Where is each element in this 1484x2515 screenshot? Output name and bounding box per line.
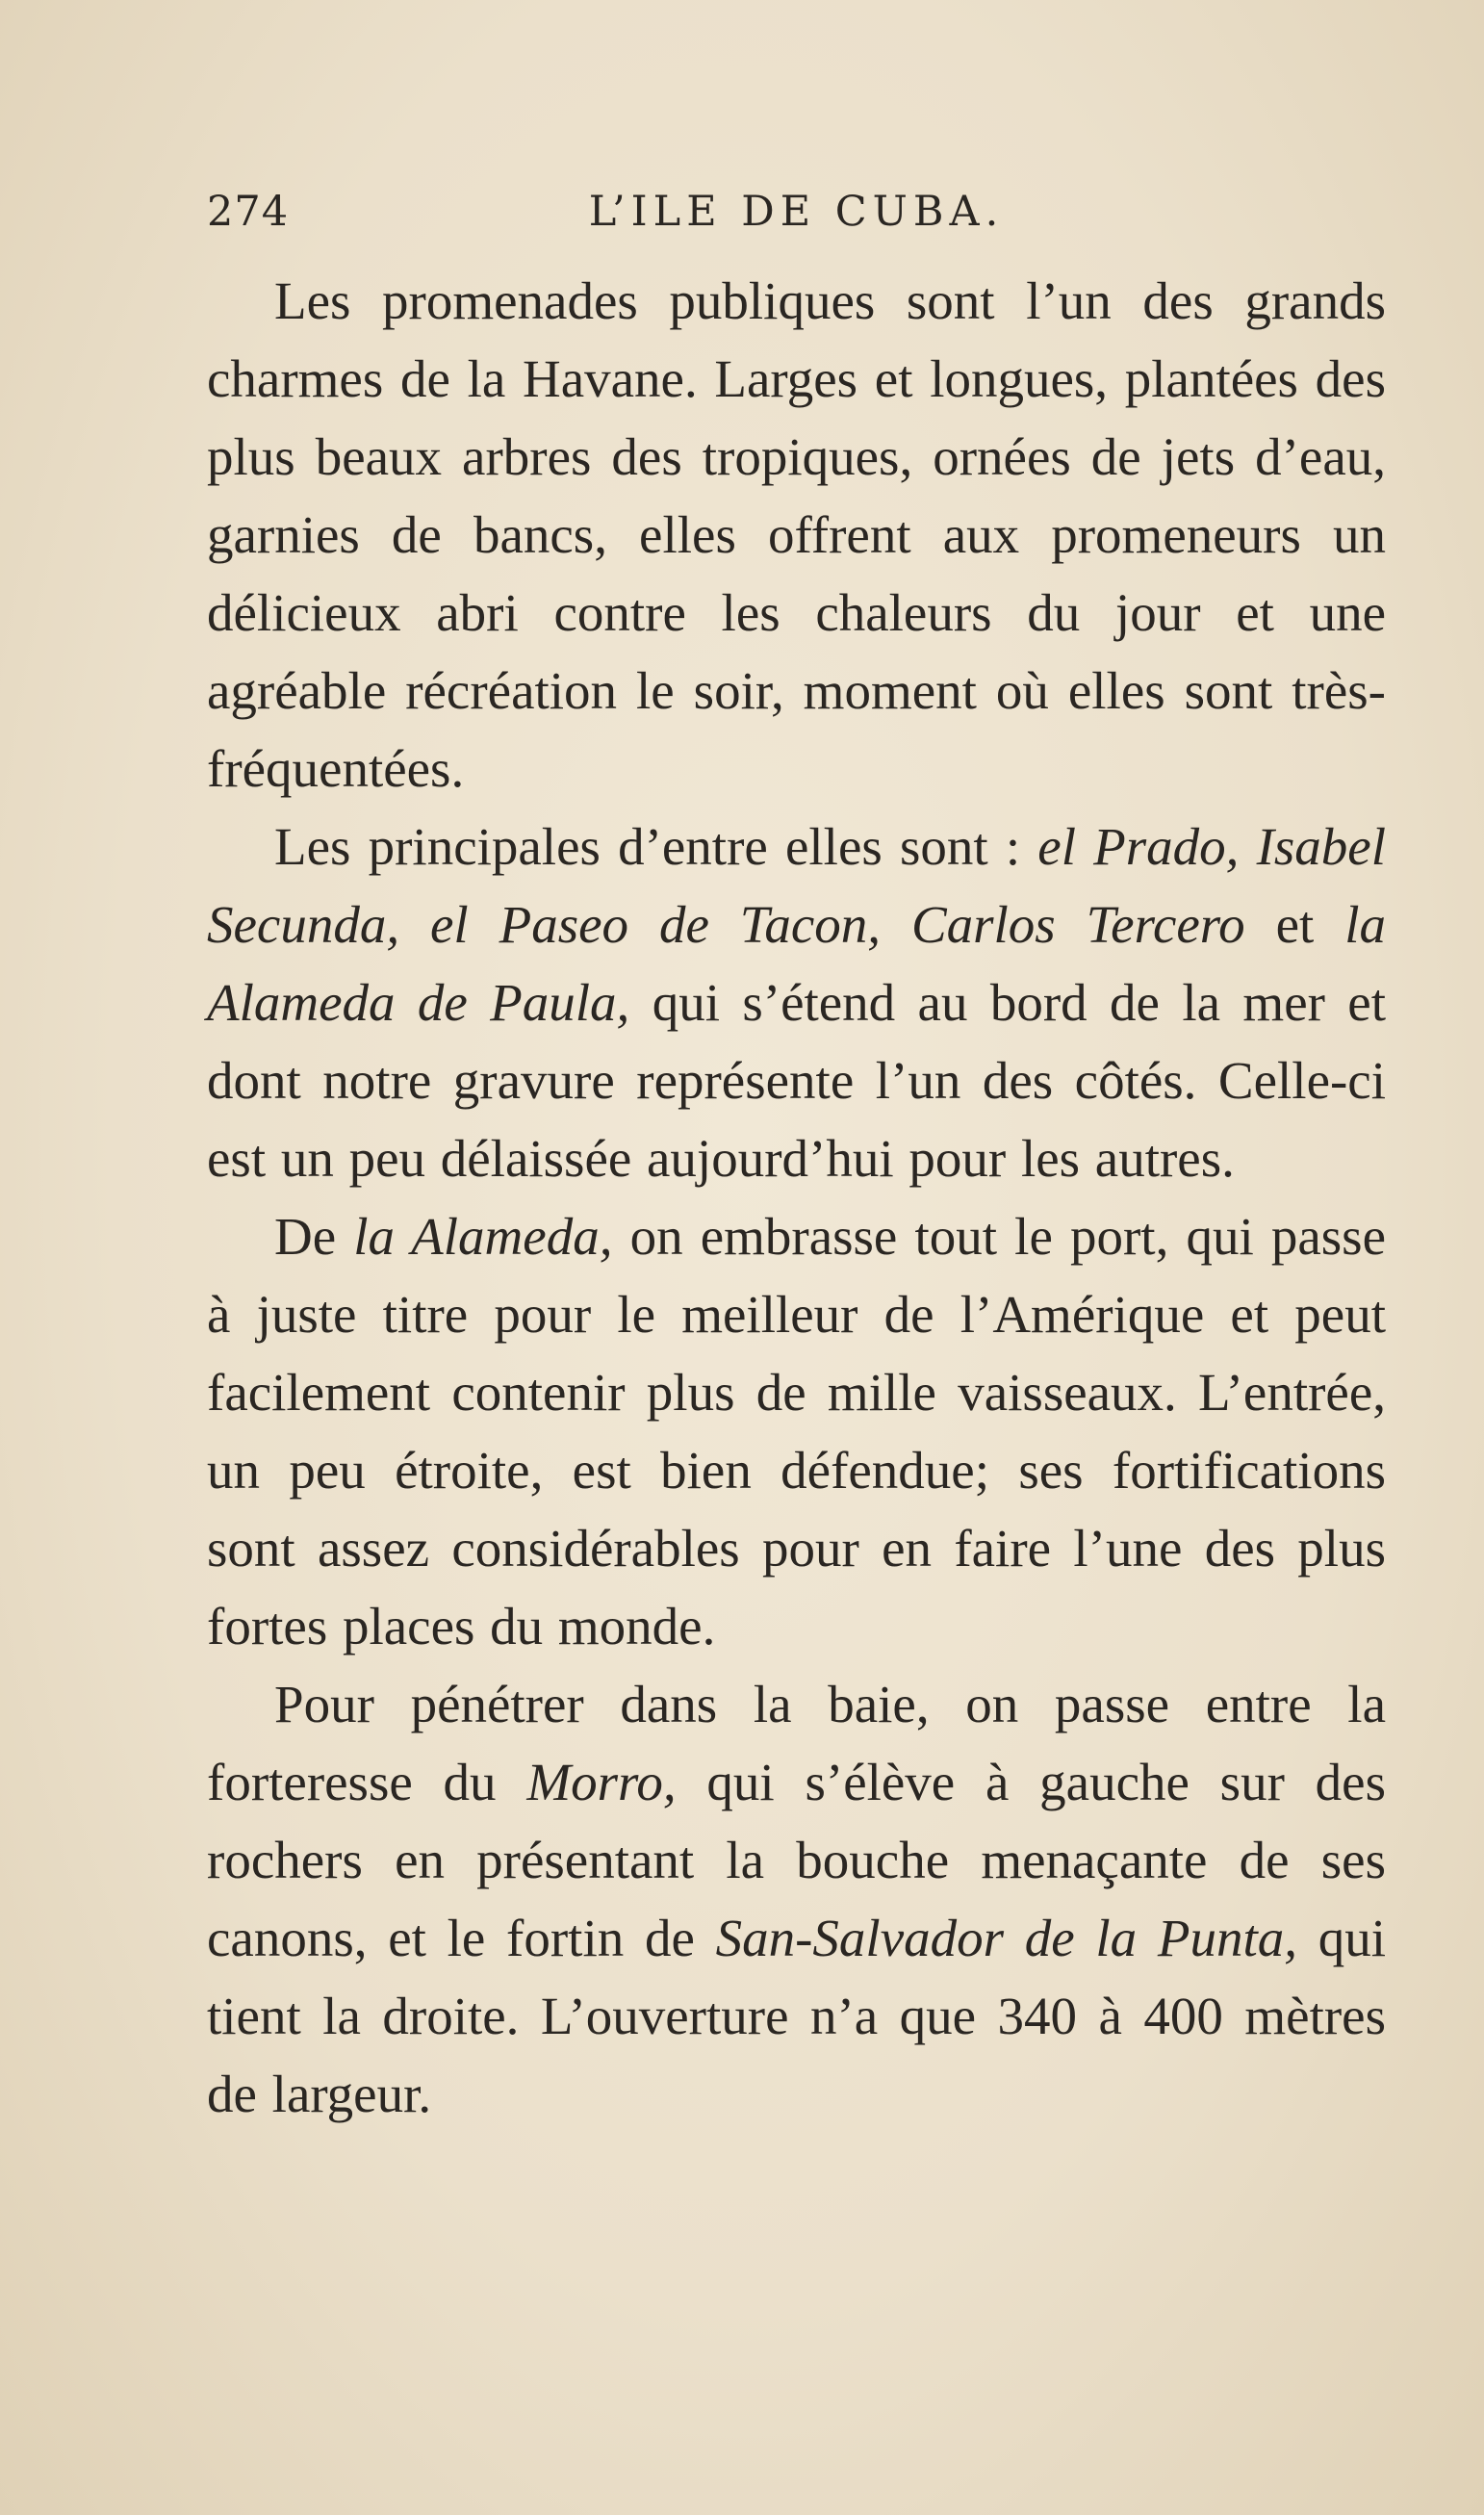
italic-run: San-Salvador de la Punta,: [715, 1909, 1297, 1967]
paragraph-promenades: [207, 262, 1386, 808]
text-run: qui tient la droite. L’ouverture n’a que 340 à 400 mètres de largeur.: [207, 1909, 1387, 2123]
text-run: Pour pénétrer dans la baie, on passe entre la forteresse du: [207, 1675, 1386, 1811]
italic-run: el Prado, Isabel Secunda, el Paseo de Tacon, Carlos Tercero: [207, 817, 1386, 954]
paragraph-principales: [207, 808, 1386, 1197]
italic-run: la Alameda,: [353, 1207, 613, 1266]
body-text: [207, 262, 1386, 2133]
text-run: qui s’étend au bord de la mer et dont notre gravure représente l’un des côtés. Celle-ci est un peu délaissée aujourd’hui pour les autres.: [207, 973, 1386, 1188]
paragraph-baie: [207, 1665, 1386, 2133]
running-title: L’ILE DE CUBA.: [588, 188, 1005, 236]
page-number: 274: [207, 188, 290, 236]
italic-run: la Alameda de Paula,: [207, 895, 1386, 1032]
text-run: qui s’élève à gauche sur des rochers en présentant la bouche menaçante de ses canons, et le fortin de: [207, 1753, 1386, 1967]
italic-run: Morro,: [526, 1753, 677, 1811]
text-run: Les principales d’entre elles sont :: [274, 817, 1038, 876]
text-run: De: [274, 1207, 354, 1266]
paragraph-alameda: [207, 1197, 1386, 1665]
text-run: on embrasse tout le port, qui passe à juste titre pour le meilleur de l’Amérique et peut facilement contenir plus de mille vaisseaux. L’entrée, un peu étroite, est bien défendue; ses fortifications sont assez considérables pour en faire l’une des plus fortes places du monde.: [207, 1207, 1387, 1655]
text-run: Les promenades publiques sont l’un des grands charmes de la Havane. Larges et longues, plantées des plus beaux arbres des tropiques, ornées de jets d’eau, garnies de bancs, elles offrent aux promeneurs un délicieux abri contre les chaleurs du jour et une agréable récréation le soir, moment où elles sont très-fréquentées.: [207, 271, 1386, 798]
page-header: [207, 188, 1386, 245]
text-run: et: [1244, 895, 1345, 954]
